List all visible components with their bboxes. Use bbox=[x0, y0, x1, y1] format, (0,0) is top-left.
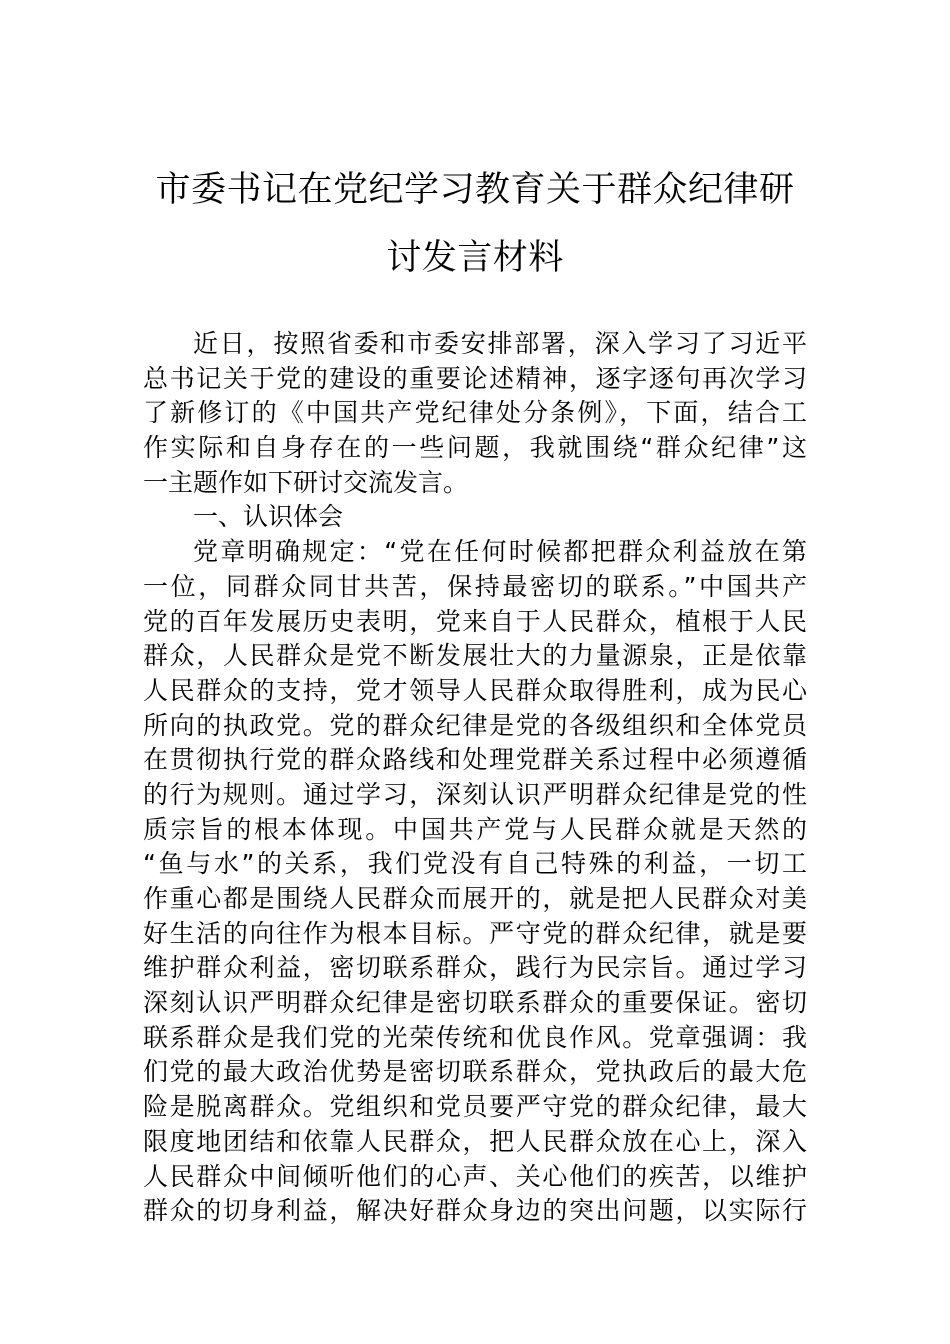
paragraph-line: 联系群众是我们党的光荣传统和优良作风。党章强调：我 bbox=[143, 1022, 807, 1052]
document-title-line-2: 讨发言材料 bbox=[386, 238, 564, 278]
paragraph-line: 群众的切身利益，解决好群众身边的突出问题，以实际行 bbox=[143, 1196, 807, 1226]
paragraph-line: 的行为规则。通过学习，深刻认识严明群众纪律是党的性 bbox=[143, 779, 807, 809]
paragraph-line: 维护群众利益，密切联系群众，践行为民宗旨。通过学习 bbox=[143, 953, 807, 983]
paragraph-line: 群众，人民群众是党不断发展壮大的力量源泉，正是依靠 bbox=[143, 641, 807, 671]
paragraph-line: 一位，同群众同甘共苦，保持最密切的联系。”中国共产 bbox=[143, 571, 807, 601]
document-title-line-1: 市委书记在党纪学习教育关于群众纪律研 bbox=[155, 170, 795, 210]
paragraph-line: 党的百年发展历史表明，党来自于人民群众，植根于人民 bbox=[143, 606, 807, 636]
paragraph-line: 质宗旨的根本体现。中国共产党与人民群众就是天然的 bbox=[143, 814, 807, 844]
paragraph-line: 党章明确规定：“党在任何时候都把群众利益放在第 bbox=[193, 537, 807, 567]
paragraph-line: 一主题作如下研讨交流发言。 bbox=[143, 467, 469, 497]
paragraph-line: 作实际和自身存在的一些问题，我就围绕“群众纪律”这 bbox=[143, 433, 807, 463]
paragraph-line: 限度地团结和依靠人民群众，把人民群众放在心上，深入 bbox=[143, 1126, 807, 1156]
section-heading: 一、认识体会 bbox=[193, 502, 344, 532]
paragraph-line: 所向的执政党。党的群众纪律是党的各级组织和全体党员 bbox=[143, 710, 807, 740]
paragraph-line: 深刻认识严明群众纪律是密切联系群众的重要保证。密切 bbox=[143, 988, 807, 1018]
paragraph-line: 险是脱离群众。党组织和党员要严守党的群众纪律，最大 bbox=[143, 1092, 807, 1122]
paragraph-line: 作重心都是围绕人民群众而展开的，就是把人民群众对美 bbox=[143, 884, 807, 913]
paragraph-line: 近日，按照省委和市委安排部署，深入学习了习近平 bbox=[193, 329, 807, 358]
paragraph-line: 好生活的向往作为根本目标。严守党的群众纪律，就是要 bbox=[143, 918, 807, 948]
paragraph-line: 们党的最大政治优势是密切联系群众，党执政后的最大危 bbox=[143, 1057, 807, 1087]
paragraph-line: 人民群众中间倾听他们的心声、关心他们的疾苦，以维护 bbox=[143, 1161, 807, 1191]
paragraph-line: “鱼与水”的关系，我们党没有自己特殊的利益，一切工 bbox=[143, 849, 807, 879]
paragraph-line: 人民群众的支持，党才领导人民群众取得胜利，成为民心 bbox=[143, 675, 807, 705]
paragraph-line: 在贯彻执行党的群众路线和处理党群关系过程中必须遵循 bbox=[143, 745, 807, 775]
paragraph-line: 总书记关于党的建设的重要论述精神，逐字逐句再次学习 bbox=[143, 363, 807, 393]
paragraph-line: 了新修订的《中国共产党纪律处分条例》，下面，结合工 bbox=[143, 398, 807, 428]
document-body bbox=[143, 327, 807, 1229]
